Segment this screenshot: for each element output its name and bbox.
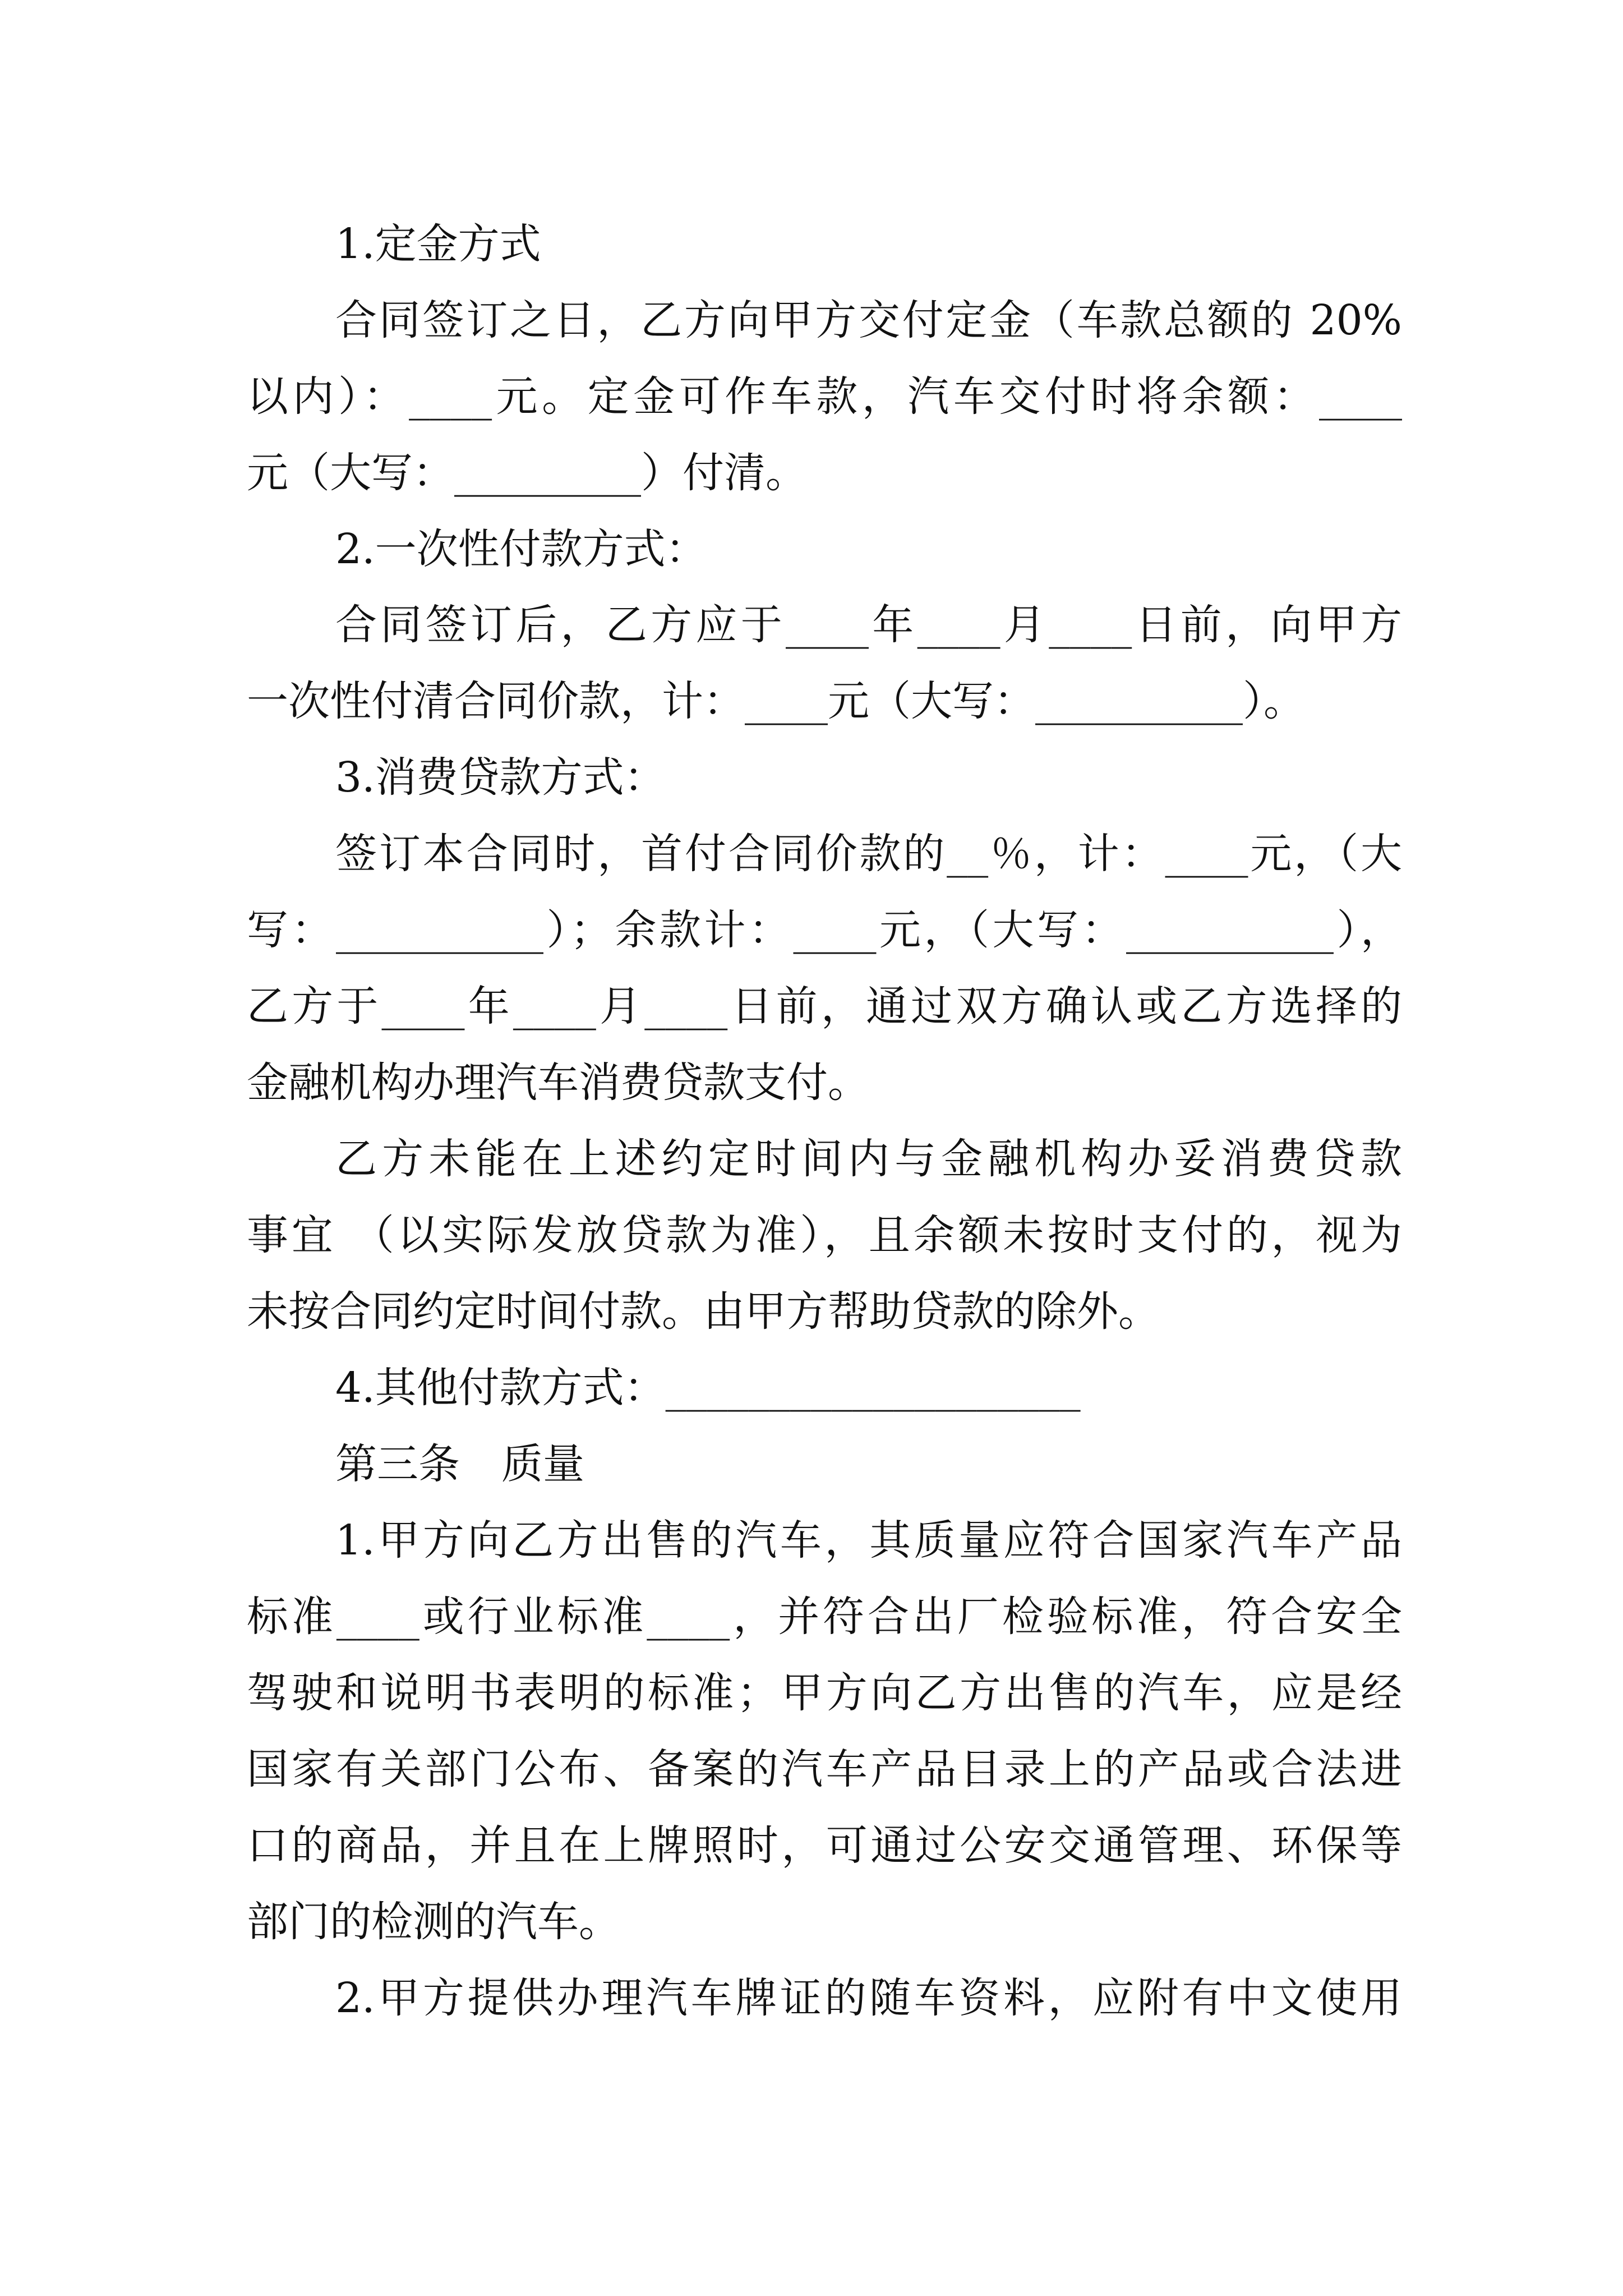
article-heading-quality: 第三条 质量 (335, 1440, 584, 1488)
paragraph-line: 元（大写：_________）付清。 (247, 449, 807, 497)
paragraph-line: 1.甲方向乙方出售的汽车，其质量应符合国家汽车产品 (335, 1516, 1402, 1565)
paragraph-line: 金融机构办理汽车消费贷款支付。 (247, 1059, 869, 1107)
paragraph-line: 标准____或行业标准____，并符合出厂检验标准，符合安全 (247, 1593, 1402, 1641)
paragraph-line: 合同签订之日，乙方向甲方交付定金（车款总额的 20% (335, 296, 1402, 344)
section-heading-loan: 3.消费贷款方式： (335, 753, 666, 802)
paragraph-line: 2.甲方提供办理汽车牌证的随车资料，应附有中文使用 (335, 1974, 1402, 2022)
paragraph-line: 乙方于____年____月____日前，通过双方确认或乙方选择的 (247, 982, 1402, 1030)
section-heading-lump-sum: 2.一次性付款方式： (335, 525, 707, 573)
paragraph-line: 合同签订后，乙方应于____年____月____日前，向甲方 (335, 601, 1402, 649)
paragraph-line: 国家有关部门公布、备案的汽车产品目录上的产品或合法进 (247, 1745, 1402, 1793)
paragraph-line: 以内）：____元。定金可作车款，汽车交付时将余额：____ (247, 372, 1402, 421)
paragraph-line: 事宜 （以实际发放贷款为准），且余额未按时支付的，视为 (247, 1211, 1402, 1259)
paragraph-line: 签订本合同时，首付合同价款的__％，计：____元，（大 (335, 830, 1402, 878)
section-heading-other-payment: 4.其他付款方式：____________________ (335, 1364, 1081, 1412)
paragraph-line: 口的商品，并且在上牌照时，可通过公安交通管理、环保等 (247, 1821, 1402, 1870)
paragraph-line: 部门的检测的汽车。 (247, 1898, 620, 1946)
paragraph-line: 一次性付清合同价款，计：____元（大写：__________）。 (247, 677, 1305, 725)
section-heading-deposit: 1.定金方式 (335, 220, 541, 268)
paragraph-line: 未按合同约定时间付款。由甲方帮助贷款的除外。 (247, 1287, 1160, 1336)
paragraph-line: 乙方未能在上述约定时间内与金融机构办妥消费贷款 (335, 1135, 1402, 1183)
paragraph-line: 写：__________）；余款计：____元，（大写：__________）， (247, 906, 1402, 954)
paragraph-line: 驾驶和说明书表明的标准；甲方向乙方出售的汽车，应是经 (247, 1669, 1402, 1717)
